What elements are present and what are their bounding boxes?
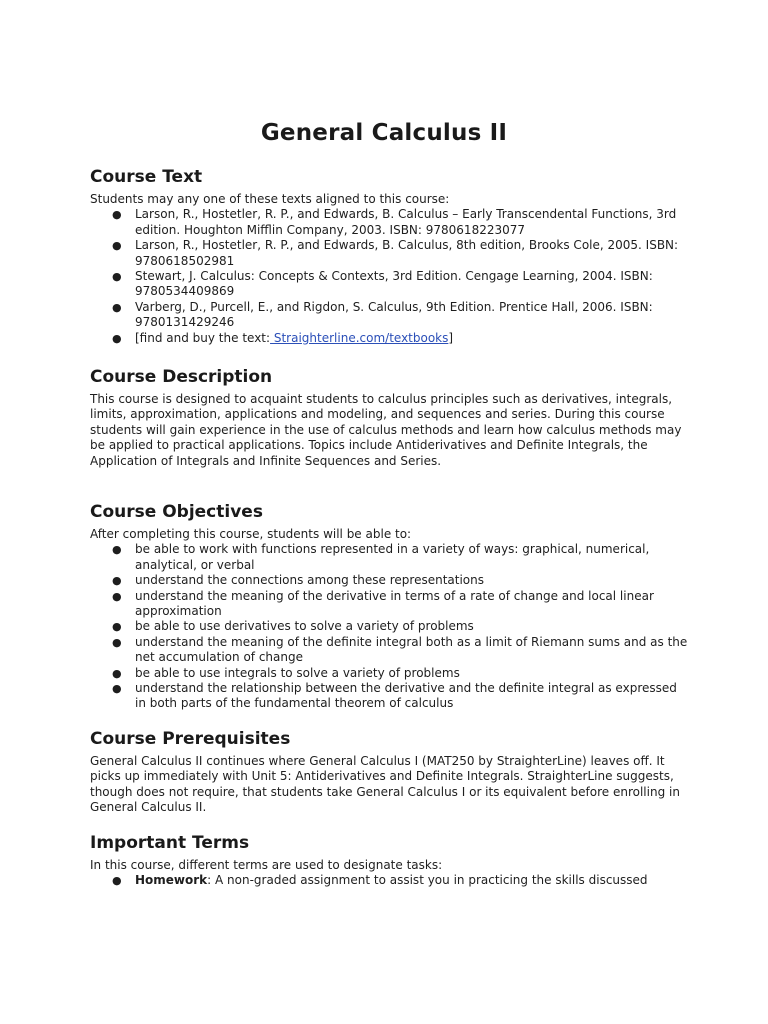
course-text-section xyxy=(90,166,690,346)
textbook-item-text: Larson, R., Hostetler, R. P., and Edwards, B. Calculus – Early Transcendental Functions, 3rd edition. Houghton Mifflin Company, 2003. ISBN: 9780618223077 xyxy=(135,207,677,237)
objectives-list xyxy=(90,542,690,711)
bullet-icon: ● xyxy=(112,666,122,680)
list-item xyxy=(90,238,690,269)
terms-list xyxy=(90,873,690,888)
find-text-prefix: [find and buy the text: xyxy=(135,330,271,345)
course-objectives-heading: Course Objectives xyxy=(90,502,263,522)
page-title: General Calculus II xyxy=(260,120,508,146)
course-text-intro: Students may any one of these texts aligned to this course: xyxy=(90,192,450,206)
textbook-item-text: Larson, R., Hostetler, R. P., and Edwards, B. Calculus, 8th edition, Brooks Cole, 2005. ISBN: 9780618502981 xyxy=(135,238,679,268)
bullet-icon: ● xyxy=(112,620,122,634)
objective-text: understand the relationship between the derivative and the definite integral as expressed in both parts of the fundamental theorem of calculus xyxy=(135,681,677,711)
list-item xyxy=(90,589,690,620)
objective-text: be able to use derivatives to solve a variety of problems xyxy=(135,619,474,634)
bullet-icon: ● xyxy=(112,239,122,253)
course-text-heading: Course Text xyxy=(90,167,203,187)
bullet-icon: ● xyxy=(112,874,122,888)
bullet-icon: ● xyxy=(112,331,122,345)
list-item xyxy=(90,331,690,346)
bullet-icon: ● xyxy=(112,270,122,284)
textbook-item-text: Varberg, D., Purcell, E., and Rigdon, S. Calculus, 9th Edition. Prentice Hall, 2006. ISBN: 9780131429246 xyxy=(135,299,653,330)
course-description-section xyxy=(90,366,690,469)
list-item xyxy=(90,573,690,588)
bullet-icon: ● xyxy=(112,300,122,314)
list-item xyxy=(90,542,690,573)
list-item xyxy=(90,619,690,634)
objective-text: understand the connections among these representations xyxy=(135,573,485,588)
objective-text: be able to use integrals to solve a variety of problems xyxy=(135,665,460,680)
bullet-icon: ● xyxy=(112,635,122,649)
course-description-heading: Course Description xyxy=(90,367,273,387)
bullet-icon: ● xyxy=(112,543,122,557)
term-name: Homework xyxy=(135,873,208,888)
course-objectives-section xyxy=(90,501,690,712)
bullet-icon: ● xyxy=(112,682,122,696)
textbook-item-text: Stewart, J. Calculus: Concepts & Contexts, 3rd Edition. Cengage Learning, 2004. ISBN: 9780534409869 xyxy=(135,269,653,299)
list-item xyxy=(90,635,690,666)
objective-text: understand the meaning of the definite integral both as a limit of Riemann sums and as the net accumulation of change xyxy=(135,634,688,665)
objective-text: understand the meaning of the derivative in terms of a rate of change and local linear approximation xyxy=(135,588,654,619)
course-objectives-intro: After completing this course, students will be able to: xyxy=(90,527,412,541)
course-prerequisites-heading: Course Prerequisites xyxy=(90,729,291,749)
important-terms-intro: In this course, different terms are used to designate tasks: xyxy=(90,858,443,872)
course-prerequisites-section xyxy=(90,728,690,816)
textbook-list xyxy=(90,207,690,346)
list-item xyxy=(90,207,690,238)
list-item xyxy=(90,873,690,888)
course-description-body: This course is designed to acquaint students to calculus principles such as derivatives, integrals, limits, approximation, applications and modeling, and sequences and series. During this course students will gain experience in the use of calculus methods and learn how calculus methods may be applied to practical applications. Topics include Antiderivatives and Definite Integrals, the Application of Integrals and Infinite Sequences and Series. xyxy=(90,392,682,468)
bullet-icon: ● xyxy=(112,574,122,588)
textbooks-link[interactable]: Straighterline.com/textbooks xyxy=(270,330,449,345)
list-item xyxy=(90,681,690,712)
important-terms-section xyxy=(90,832,690,889)
list-item xyxy=(90,269,690,300)
list-item xyxy=(90,666,690,681)
list-item xyxy=(90,300,690,331)
find-text-suffix: ] xyxy=(448,330,454,345)
bullet-icon: ● xyxy=(112,589,122,603)
important-terms-heading: Important Terms xyxy=(90,833,250,853)
objective-text: be able to work with functions represented in a variety of ways: graphical, numerical, analytical, or verbal xyxy=(135,542,650,572)
course-prerequisites-body: General Calculus II continues where General Calculus I (MAT250 by StraighterLine) leaves off. It picks up immediately with Unit 5: Antiderivatives and Definite Integrals. StraighterLine suggests, though does not require, that students take General Calculus I or its equivalent before enrolling in General Calculus II. xyxy=(90,754,680,815)
bullet-icon: ● xyxy=(112,208,122,222)
term-definition: : A non-graded assignment to assist you in practicing the skills discussed xyxy=(207,873,648,888)
